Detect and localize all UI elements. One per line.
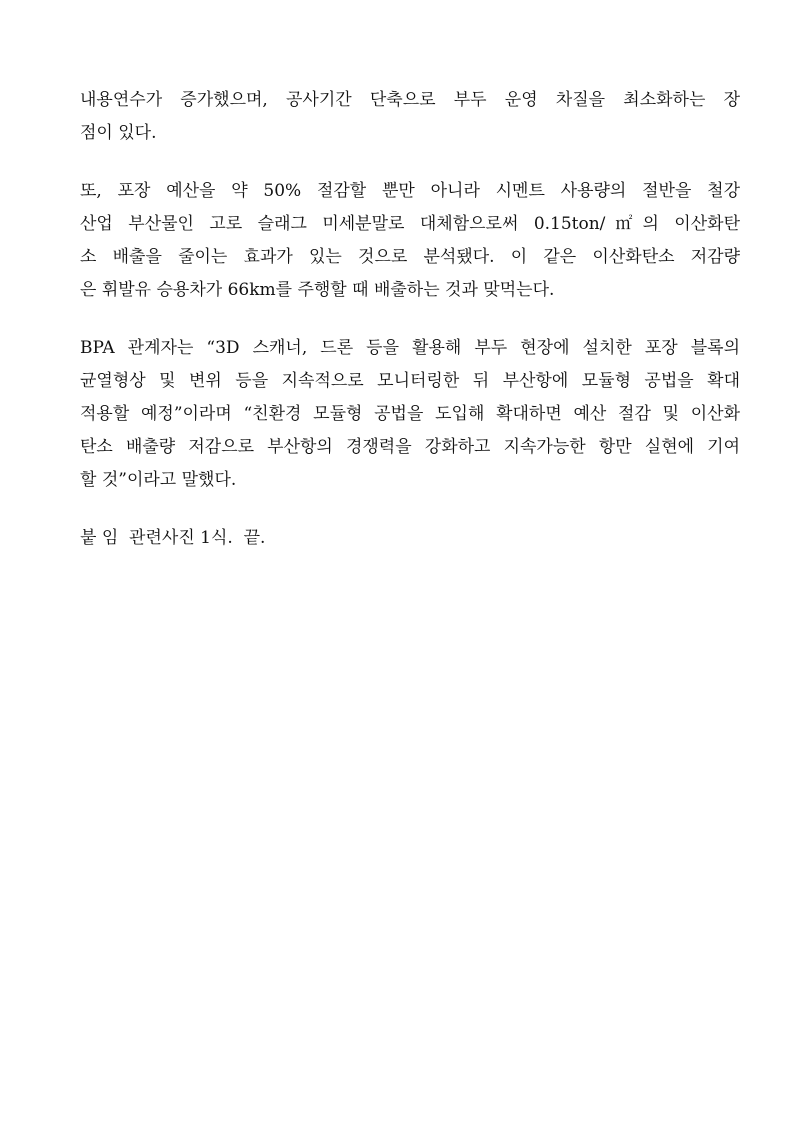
text-line: 점이 있다. xyxy=(80,123,157,143)
text-line: 적용할 예정”이라며 “친환경 모듈형 공법을 도입해 확대하면 예산 절감 및 이산화 xyxy=(80,404,740,424)
text-line: 은 휘발유 승용차가 66km를 주행할 때 배출하는 것과 맞먹는다. xyxy=(80,280,555,300)
paragraph-gap xyxy=(80,307,740,332)
text-line: 균열형상 및 변위 등을 지속적으로 모니터링한 뒤 부산항에 모듈형 공법을 확대 xyxy=(80,371,740,391)
text-line: 할 것”이라고 말했다. xyxy=(80,470,237,490)
paragraph-construction-benefits xyxy=(80,84,740,150)
paragraph-gap xyxy=(80,150,740,175)
paragraph-gap xyxy=(80,497,740,522)
text-line: 소 배출을 줄이는 효과가 있는 것으로 분석됐다. 이 같은 이산화탄소 저감량 xyxy=(80,247,740,267)
text-line: BPA 관계자는 “3D 스캐너, 드론 등을 활용해 부두 현장에 설치한 포장 블록의 xyxy=(80,338,740,358)
document-body xyxy=(80,84,740,555)
text-line: 산업 부산물인 고로 슬래그 미세분말로 대체함으로써 0.15ton/㎡의 이산화탄 xyxy=(80,214,740,234)
text-line: 내용연수가 증가했으며, 공사기간 단축으로 부두 운영 차질을 최소화하는 장 xyxy=(80,90,740,110)
text-line: 또, 포장 예산을 약 50% 절감할 뿐만 아니라 시멘트 사용량의 절반을 철강 xyxy=(80,181,740,201)
text-line: 탄소 배출량 저감으로 부산항의 경쟁력을 강화하고 지속가능한 항만 실현에 기여 xyxy=(80,437,740,457)
attachment-note: 붙 임 관련사진 1식. 끝. xyxy=(80,528,266,548)
paragraph-carbon-reduction xyxy=(80,175,740,307)
paragraph-bpa-quote xyxy=(80,332,740,497)
